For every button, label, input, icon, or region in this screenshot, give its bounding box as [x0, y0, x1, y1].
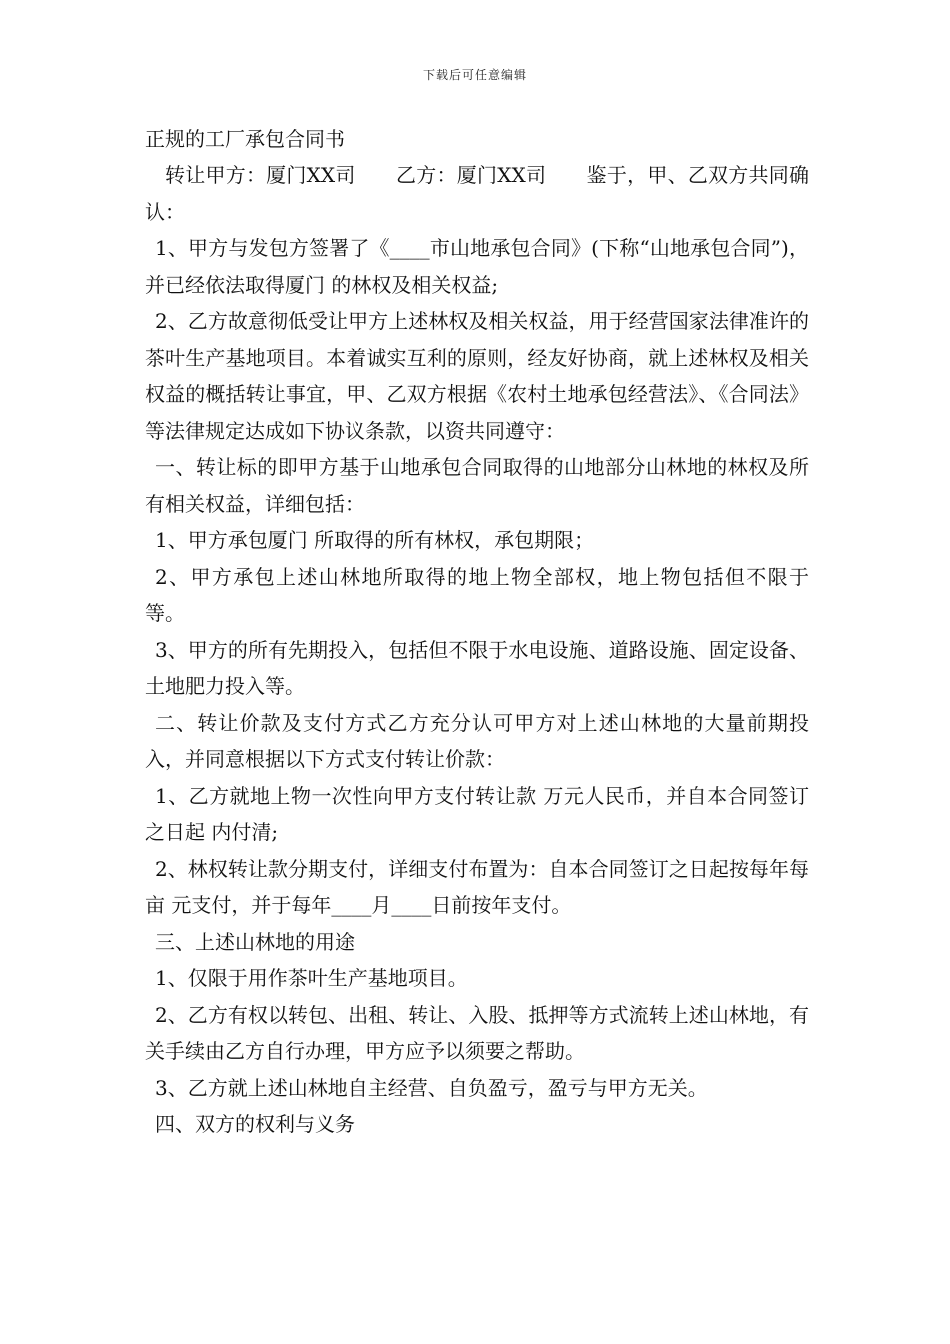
section-2-item-1: 1、乙方就地上物一次性向甲方支付转让款 万元人民币，并自本合同签订之日起 内付清;: [145, 783, 809, 844]
document-body: [145, 121, 809, 1143]
section-3-item-2: 2、乙方有权以转包、出租、转让、入股、抵押等方式流转上述山林地，有关手续由乙方自行办理，甲方应予以须要之帮助。: [145, 1002, 809, 1063]
section-3-item-3: 3、乙方就上述山林地自主经营、自负盈亏，盈亏与甲方无关。: [155, 1075, 708, 1100]
section-1-item-1: 1、甲方承包厦门 所取得的所有林权，承包期限；: [155, 528, 595, 552]
header-note: 下载后可任意编辑: [422, 68, 527, 82]
section-2-item-2: 2、林权转让款分期支付，详细支付布置为：自本合同签订之日起按每年每亩 元支付，并于每年____月____日前按年支付。: [145, 856, 809, 917]
section-4-heading: 四、双方的权利与义务: [155, 1112, 355, 1136]
paragraph-2: 2、乙方故意彻低受让甲方上述林权及相关权益，用于经营国家法律准许的茶叶生产基地项目。本着诚实互利的原则，经友好协商，就上述林权及相关权益的概括转让事宜，甲、乙双方根据《农村土地承包经营法》、《合同法》等法律规定达成如下协议条款，以资共同遵守：: [145, 309, 809, 443]
section-1-heading: 一、转让标的即甲方基于山地承包合同取得的山地部分山林地的林权及所有相关权益，详细包括：: [145, 455, 809, 516]
paragraph-1: 1、甲方与发包方签署了《____市山地承包合同》(下称“山地承包合同”)，并已经依法取得厦门 的林权及相关权益;: [145, 236, 809, 297]
section-2-heading: 二、转让价款及支付方式乙方充分认可甲方对上述山林地的大量前期投入，并同意根据以下方式支付转让价款：: [145, 710, 809, 771]
section-1-item-3: 3、甲方的所有先期投入，包括但不限于水电设施、道路设施、固定设备、土地肥力投入等。: [145, 637, 809, 698]
section-3-heading: 三、上述山林地的用途: [155, 929, 355, 954]
section-1-item-2: 2、甲方承包上述山林地所取得的地上物全部权，地上物包括但不限于 等。: [145, 564, 809, 625]
section-3-item-1: 1、仅限于用作茶叶生产基地项目。: [155, 966, 468, 990]
paragraph-parties: 转让甲方：厦门XX司 乙方：厦门XX司 鉴于，甲、乙双方共同确认：: [145, 163, 809, 224]
document-title: 正规的工厂承包合同书: [145, 127, 345, 151]
